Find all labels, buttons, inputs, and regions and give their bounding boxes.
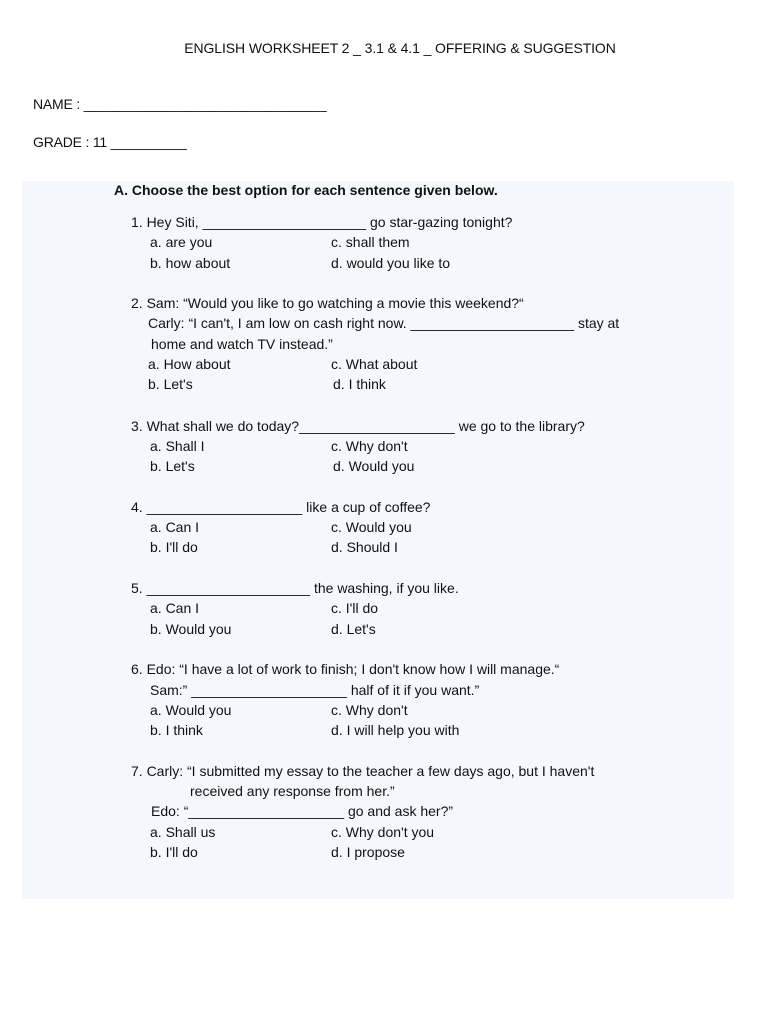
question-6-line-2: Sam:” ____________________ half of it if you want.” xyxy=(150,682,480,698)
question-5-stem: 5. _____________________ the washing, if you like. xyxy=(131,580,459,596)
q3-option-c[interactable]: c. Why don't xyxy=(331,438,408,454)
q5-option-a[interactable]: a. Can I xyxy=(150,600,200,616)
question-2-line-2: Carly: “I can't, I am low on cash right now. _____________________ stay at xyxy=(148,315,620,331)
question-2-line-1: 2. Sam: “Would you like to go watching a movie this weekend?“ xyxy=(131,295,524,311)
name-field[interactable]: NAME : ________________________________ xyxy=(33,96,327,112)
question-3-stem: 3. What shall we do today?____________________ we go to the library? xyxy=(131,418,585,434)
q1-option-d[interactable]: d. would you like to xyxy=(331,255,451,271)
worksheet-title: ENGLISH WORKSHEET 2 _ 3.1 & 4.1 _ OFFERING & SUGGESTION xyxy=(184,40,616,56)
q3-option-a[interactable]: a. Shall I xyxy=(150,438,205,454)
q1-option-b[interactable]: b. how about xyxy=(150,255,231,271)
question-7-line-1: 7. Carly: “I submitted my essay to the teacher a few days ago, but I haven't xyxy=(131,763,595,779)
q3-option-b[interactable]: b. Let's xyxy=(150,458,195,474)
q7-option-b[interactable]: b. I'll do xyxy=(150,844,198,860)
question-7-line-3: Edo: “____________________ go and ask her?” xyxy=(151,803,454,819)
q2-option-b[interactable]: b. Let's xyxy=(148,376,193,392)
q4-option-d[interactable]: d. Should I xyxy=(331,539,398,555)
q1-option-a[interactable]: a. are you xyxy=(150,234,213,250)
question-6-line-1: 6. Edo: “I have a lot of work to finish; I don't know how I will manage.“ xyxy=(131,661,560,677)
question-7-line-2: received any response from her.” xyxy=(190,783,395,799)
q5-option-d[interactable]: d. Let's xyxy=(331,621,376,637)
grade-field[interactable]: GRADE : 11 __________ xyxy=(33,134,187,150)
q2-option-a[interactable]: a. How about xyxy=(148,356,231,372)
question-4-stem: 4. ____________________ like a cup of coffee? xyxy=(131,499,431,515)
q1-option-c[interactable]: c. shall them xyxy=(331,234,410,250)
q7-option-c[interactable]: c. Why don't you xyxy=(331,824,435,840)
q7-option-a[interactable]: a. Shall us xyxy=(150,824,216,840)
q5-option-b[interactable]: b. Would you xyxy=(150,621,232,637)
q4-option-a[interactable]: a. Can I xyxy=(150,519,200,535)
q2-option-c[interactable]: c. What about xyxy=(331,356,418,372)
q6-option-b[interactable]: b. I think xyxy=(150,722,203,738)
q6-option-c[interactable]: c. Why don't xyxy=(331,702,408,718)
question-2-line-3: home and watch TV instead.” xyxy=(151,336,333,352)
q7-option-d[interactable]: d. I propose xyxy=(331,844,405,860)
section-a-heading: A. Choose the best option for each sentence given below. xyxy=(114,182,498,198)
q6-option-a[interactable]: a. Would you xyxy=(150,702,232,718)
question-1-stem: 1. Hey Siti, _____________________ go star-gazing tonight? xyxy=(131,214,513,230)
q3-option-d[interactable]: d. Would you xyxy=(333,458,415,474)
q6-option-d[interactable]: d. I will help you with xyxy=(331,722,460,738)
q4-option-b[interactable]: b. I'll do xyxy=(150,539,198,555)
q4-option-c[interactable]: c. Would you xyxy=(331,519,412,535)
q5-option-c[interactable]: c. I'll do xyxy=(331,600,379,616)
q2-option-d[interactable]: d. I think xyxy=(333,376,386,392)
